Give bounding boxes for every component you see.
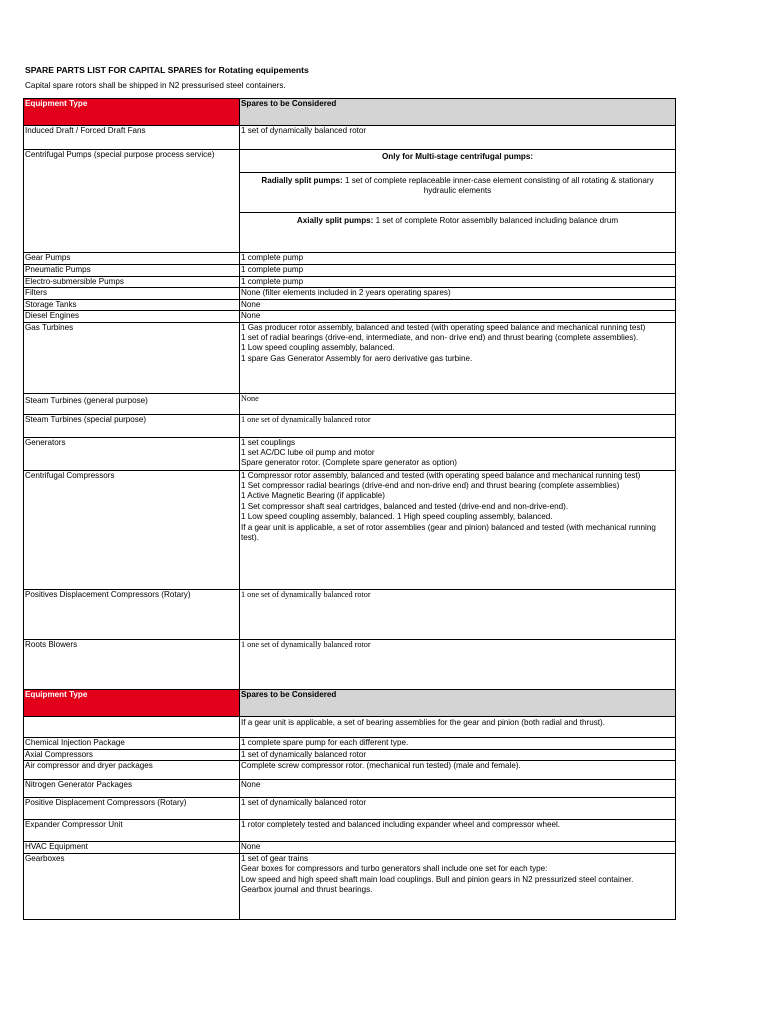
spare-line: 1 Set compressor radial bearings (drive-end and non-drive end) and thrust bearing (complete assemblies)	[241, 481, 620, 491]
table-row	[24, 820, 676, 842]
equipment-name: Gas Turbines	[24, 322, 240, 393]
table-row	[24, 750, 676, 761]
table-row	[24, 126, 676, 150]
spare-line: 1 Low speed coupling assembly, balanced. 1 High speed coupling assembly, balanced.	[241, 512, 553, 522]
equipment-name: Steam Turbines (special purpose)	[24, 414, 240, 437]
table-row	[24, 798, 676, 820]
axially-split-entry	[240, 213, 675, 226]
equipment-spares: None (filter elements included in 2 years operating spares)	[240, 288, 676, 299]
equipment-spares: 1 complete pump	[240, 277, 676, 288]
equipment-spares: 1 set of dynamically balanced rotor	[240, 126, 676, 150]
equipment-spares: 1 one set of dynamically balanced rotor	[240, 639, 676, 691]
table-row	[24, 299, 676, 310]
table-header-row	[24, 99, 676, 126]
table-row	[24, 761, 676, 780]
spare-line: 1 set couplings	[241, 437, 295, 447]
table-row	[24, 738, 676, 750]
equipment-name: Positives Displacement Compressors (Rotary)	[24, 589, 240, 639]
table-header-row	[24, 690, 676, 717]
spare-line: Gear boxes for compressors and turbo generators shall include one set for each type:	[241, 864, 548, 874]
multistage-note: Only for Multi-stage centrifugal pumps:	[240, 150, 675, 173]
equipment-name: Gear Pumps	[24, 253, 240, 265]
spare-line: 1 Low speed coupling assembly, balanced.	[241, 343, 395, 353]
table-row	[24, 780, 676, 798]
equipment-name: Diesel Engines	[24, 311, 240, 322]
equipment-spares: 1 complete spare pump for each different type.	[240, 738, 676, 750]
equipment-name: Positive Displacement Compressors (Rotary)	[24, 798, 240, 820]
equipment-spares: Complete screw compressor rotor. (mechanical run tested) (male and female).	[240, 761, 676, 780]
table-row	[24, 470, 676, 589]
spare-line: Spare generator rotor. (Complete spare generator as option)	[241, 458, 457, 468]
header-equipment-type: Equipment Type	[24, 690, 240, 717]
header-spares: Spares to be Considered	[240, 99, 676, 126]
table-row	[24, 288, 676, 299]
equipment-name: Storage Tanks	[24, 299, 240, 310]
equipment-spares: None	[240, 780, 676, 798]
spare-line: 1 set of radial bearings (drive-end, intermediate, and non- drive end) and thrust bearing (complete assemblies).	[241, 333, 639, 343]
equipment-spares: 1 one set of dynamically balanced rotor	[240, 414, 676, 437]
table-row	[24, 639, 676, 691]
table-row	[24, 393, 676, 414]
header-spares: Spares to be Considered	[240, 690, 676, 717]
equipment-name: Expander Compressor Unit	[24, 820, 240, 842]
equipment-name: Chemical Injection Package	[24, 738, 240, 750]
equipment-name: Steam Turbines (general purpose)	[24, 393, 240, 414]
spare-line: 1 spare Gas Generator Assembly for aero derivative gas turbine.	[241, 353, 473, 363]
table-row	[24, 717, 676, 738]
spare-parts-table-rotating	[23, 98, 676, 692]
document-subtitle: Capital spare rotors shall be shipped in N2 pressurised steel containers.	[25, 81, 286, 90]
radially-split-text: 1 set of complete replaceable inner-case element consisting of all rotating & stationary hydraulic elements	[345, 176, 654, 196]
equipment-name: Centrifugal Compressors	[24, 470, 240, 589]
spare-line: 1 set of gear trains	[241, 853, 309, 863]
equipment-spares: 1 complete pump	[240, 265, 676, 277]
equipment-spares: 1 rotor completely tested and balanced including expander wheel and compressor wheel.	[240, 820, 676, 842]
equipment-name: Induced Draft / Forced Draft Fans	[24, 126, 240, 150]
table-row	[24, 265, 676, 277]
table-row	[24, 277, 676, 288]
equipment-spares: None	[240, 393, 676, 414]
spare-line: 1 Set compressor shaft seal cartridges, balanced and tested (drive-end and non-drive-end).	[241, 501, 569, 511]
equipment-spares: 1 set of dynamically balanced rotor	[240, 750, 676, 761]
equipment-spares	[240, 853, 676, 919]
table-row	[24, 414, 676, 437]
table-row	[24, 589, 676, 639]
spare-line: 1 Gas producer rotor assembly, balanced and tested (with operating speed balance and mechanical running test)	[241, 322, 646, 332]
radially-split-label: Radially split pumps:	[261, 176, 343, 185]
equipment-spares	[240, 150, 676, 253]
equipment-name: Pneumatic Pumps	[24, 265, 240, 277]
equipment-name: Axial Compressors	[24, 750, 240, 761]
table-row	[24, 253, 676, 265]
equipment-spares: 1 set of dynamically balanced rotor	[240, 798, 676, 820]
spare-parts-table-packages	[23, 689, 676, 920]
spare-line: If a gear unit is applicable, a set of rotor assemblies (gear and pinion) balanced and tested (with mechanical running test).	[241, 522, 656, 543]
spare-line: Low speed and high speed shaft main load couplings. Bull and pinion gears in N2 pressurized steel container.	[241, 874, 634, 884]
equipment-name: Nitrogen Generator Packages	[24, 780, 240, 798]
document-title: SPARE PARTS LIST FOR CAPITAL SPARES for Rotating equipements	[25, 65, 309, 75]
table-row	[24, 322, 676, 393]
equipment-name: HVAC Equipment	[24, 842, 240, 853]
equipment-spares: If a gear unit is applicable, a set of bearing assemblies for the gear and pinion (both radial and thrust).	[240, 717, 676, 738]
table-row	[24, 150, 676, 253]
equipment-spares: 1 complete pump	[240, 253, 676, 265]
equipment-name: Roots Blowers	[24, 639, 240, 691]
equipment-name	[24, 717, 240, 738]
equipment-spares: None	[240, 311, 676, 322]
equipment-name: Air compressor and dryer packages	[24, 761, 240, 780]
spare-line: 1 set AC/DC lube oil pump and motor	[241, 448, 375, 458]
equipment-spares	[240, 322, 676, 393]
table-row	[24, 842, 676, 853]
equipment-name: Electro-submersible Pumps	[24, 277, 240, 288]
table-row	[24, 853, 676, 919]
header-equipment-type: Equipment Type	[24, 99, 240, 126]
equipment-spares: 1 one set of dynamically balanced rotor	[240, 589, 676, 639]
axially-split-label: Axially split pumps:	[296, 216, 374, 225]
spare-line: 1 Compressor rotor assembly, balanced and tested (with operating speed balance and mechanical running test)	[241, 470, 641, 480]
table-row	[24, 437, 676, 470]
equipment-name: Gearboxes	[24, 853, 240, 919]
equipment-name: Generators	[24, 437, 240, 470]
equipment-spares	[240, 470, 676, 589]
axially-split-text: 1 set of complete Rotor assemblly balanced including balance drum	[375, 216, 619, 225]
equipment-name: Centrifugal Pumps (special purpose process service)	[24, 150, 240, 253]
equipment-name: Filters	[24, 288, 240, 299]
spare-line: 1 Active Magnetic Bearing (if applicable)	[241, 491, 385, 501]
equipment-spares	[240, 437, 676, 470]
table-row	[24, 311, 676, 322]
equipment-spares: None	[240, 842, 676, 853]
spare-line: Gearbox journal and thrust bearings.	[241, 885, 373, 895]
radially-split-entry	[240, 173, 675, 213]
equipment-spares: None	[240, 299, 676, 310]
